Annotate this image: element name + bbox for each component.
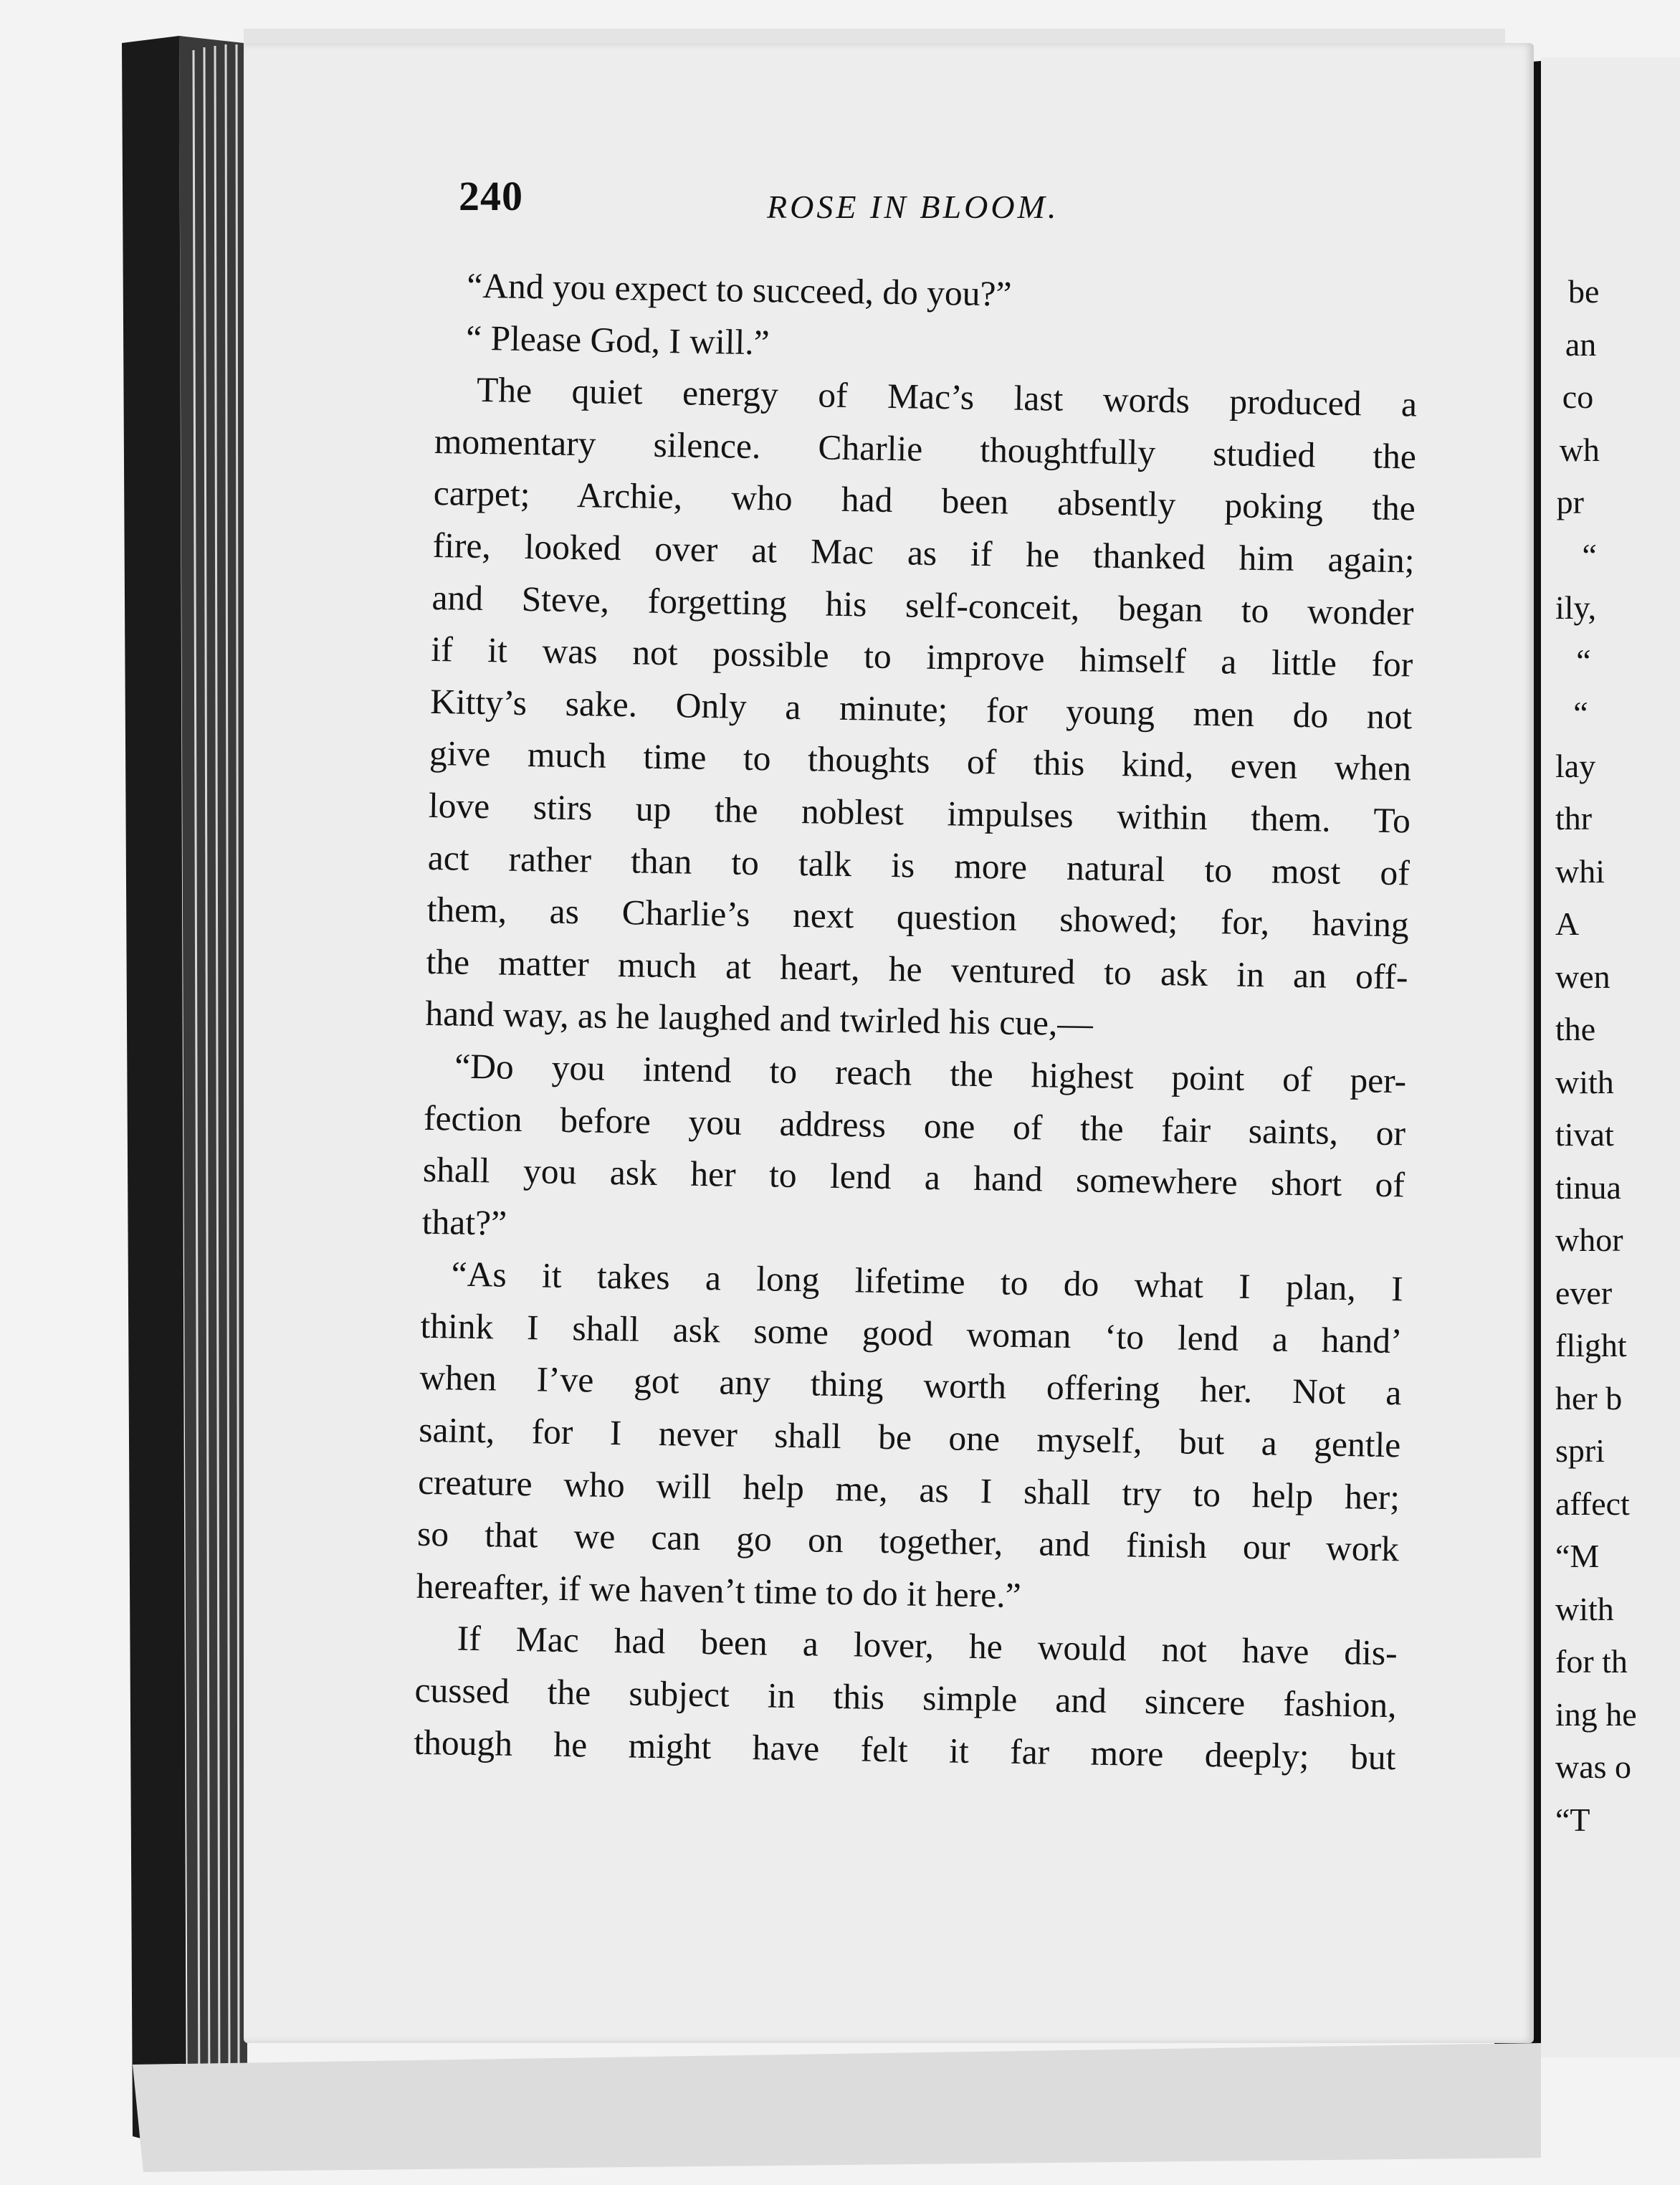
- right-page-fragment: thr: [1555, 800, 1593, 837]
- text-line: creature who will help me, as I shall try to help her;: [417, 1462, 1400, 1517]
- right-page-fragment: whi: [1555, 852, 1605, 890]
- right-page-fragment: flight: [1555, 1327, 1627, 1363]
- text-line: “And you expect to succeed, do you?”: [467, 265, 1012, 314]
- right-page-fragment: be: [1568, 273, 1600, 310]
- right-page-fragment: with: [1555, 1590, 1614, 1627]
- text-line: If Mac had been a lover, he would not have dis-: [457, 1619, 1398, 1673]
- text-line: “ Please God, I will.”: [465, 318, 770, 362]
- text-line: fection before you address one of the fair saints, or: [423, 1098, 1406, 1153]
- text-line: “As it takes a long lifetime to do what I plan, I: [451, 1254, 1404, 1309]
- text-line: the matter much at heart, he ventured to ask in an off-: [426, 941, 1408, 997]
- text-line: that?”: [421, 1201, 507, 1243]
- page-header: [459, 172, 1534, 237]
- right-page-fragment: “: [1576, 642, 1591, 679]
- right-page-fragment: spri: [1555, 1432, 1605, 1469]
- right-page-fragment: ever: [1555, 1274, 1613, 1311]
- right-page-fragment: with: [1555, 1063, 1614, 1100]
- text-line: so that we can go on together, and finish our work: [416, 1514, 1400, 1569]
- right-page-fragment: affect: [1555, 1485, 1630, 1522]
- right-page-fragment: A: [1555, 905, 1580, 942]
- right-page-fragment: lay: [1555, 747, 1596, 784]
- text-line: saint, for I never shall be one myself, but a gentle: [418, 1409, 1401, 1465]
- text-line: though he might have felt it far more deeply; but: [414, 1722, 1396, 1777]
- right-page-fragment: whor: [1555, 1222, 1623, 1258]
- right-page-fragment: “M: [1555, 1538, 1600, 1574]
- body-text: [414, 260, 1419, 1784]
- right-page-fragment: for th: [1555, 1643, 1628, 1680]
- right-page-fragment: an: [1565, 325, 1597, 363]
- right-page-fragment: her b: [1555, 1379, 1623, 1417]
- right-page-fragment: tinua: [1555, 1168, 1621, 1206]
- text-line: The quiet energy of Mac’s last words produced a: [476, 370, 1418, 424]
- text-line: “Do you intend to reach the highest point of per-: [454, 1046, 1407, 1101]
- text-line: Kitty’s sake. Only a minute; for young men do not: [429, 681, 1413, 737]
- text-line: cussed the subject in this simple and sincere fashion,: [414, 1670, 1397, 1725]
- text-line: momentary silence. Charlie thoughtfully studied the: [434, 421, 1417, 477]
- text-line: love stirs up the noblest impulses within them. To: [428, 785, 1411, 841]
- right-page-fragment: wen: [1555, 958, 1610, 995]
- right-page-fragment: “: [1582, 536, 1597, 573]
- text-line: hereafter, if we haven’t time to do it here.”: [416, 1566, 1021, 1615]
- right-page-fragment: ing he: [1555, 1695, 1637, 1733]
- text-line: hand way, as he laughed and twirled his cue,—: [425, 994, 1094, 1044]
- right-page-fragment: was o: [1555, 1748, 1632, 1785]
- text-line: give much time to thoughts of this kind, even when: [429, 733, 1412, 789]
- right-page-fragment: co: [1562, 379, 1594, 415]
- right-page-fragment: pr: [1556, 484, 1584, 520]
- text-line: them, as Charlie’s next question showed; for, having: [426, 890, 1410, 945]
- right-page-fragment: ily,: [1555, 589, 1597, 626]
- text-line: act rather than to talk is more natural to most of: [427, 837, 1411, 892]
- page-number: 240: [459, 173, 523, 219]
- right-page-fragment: the: [1555, 1011, 1596, 1047]
- text-line: fire, looked over at Mac as if he thanked him again;: [432, 525, 1416, 581]
- text-line: if it was not possible to improve himself a little for: [431, 629, 1413, 685]
- running-head: ROSE IN BLOOM.: [767, 189, 1059, 225]
- text-line: and Steve, forgetting his self-conceit, began to wonder: [431, 577, 1414, 633]
- right-page-fragment: “T: [1555, 1801, 1590, 1838]
- text-line: when I’ve got any thing worth offering her. Not a: [419, 1358, 1402, 1413]
- right-page-fragment: wh: [1559, 431, 1600, 468]
- text-line: carpet; Archie, who had been absently poking the: [433, 473, 1416, 528]
- right-page-text-fragments: [1555, 0, 1680, 2185]
- text-line: think I shall ask some good woman ‘to lend a hand’: [420, 1305, 1403, 1361]
- right-page-fragment: tivat: [1555, 1116, 1614, 1153]
- text-line: shall you ask her to lend a hand somewhere short of: [422, 1149, 1405, 1205]
- right-page-fragment: “: [1573, 695, 1588, 731]
